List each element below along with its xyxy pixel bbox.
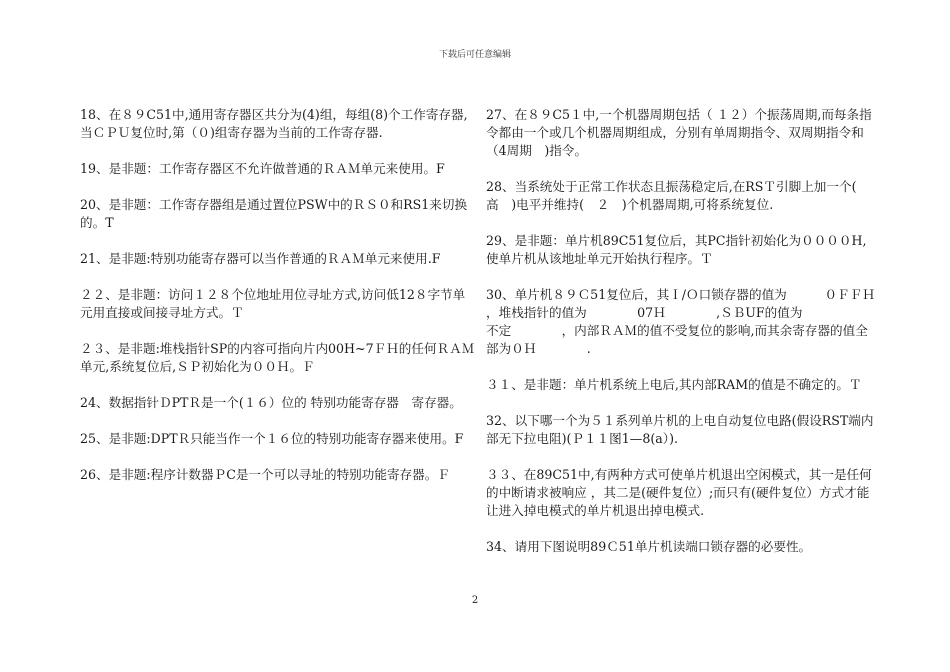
question-30: 30、单片机８９Ｃ51复位后，其Ｉ/Ｏ口锁存器的值为 ０ＦＦＨ ，堆栈指针的值为 07Ｈ ,ＳＢUF的值为 不定 ，内部ＲＡＭ的值不受复位的影响,而其余寄存器的值全部为０Ｈ . (486, 287, 913, 356)
question-28: 28、当系统处于正常工作状态且振荡稳定后,在RSＴ引脚上加一个( 高 )电平并维持( ２ )个机器周期,可将系统复位. (486, 179, 861, 212)
left-column (80, 106, 475, 484)
question-23: ２３、是非题:堆栈指针SP的内容可指向片内00H~7ＦＨ的任何ＲＡＭ单元,系统复位后,ＳＰ初始化为００Ｈ。Ｆ (80, 341, 475, 374)
question-27: 27、在８９C5１中,一个机器周期包括（ １２）个振荡周期,而每条指令都由一个或几个机器周期组成，分别有单周期指令、双周期指令和（4周期 )指令。 (486, 107, 872, 158)
question-25: 25、是非题:DPTＲ只能当作一个１６位的特别功能寄存器来使用。F (80, 431, 464, 446)
page-header: 下载后可任意编辑 (438, 50, 511, 60)
question-29: 29、是非题：单片机89C51复位后，其PC指针初始化为００００H,使单片机从该地址单元开始执行程序。Ｔ (486, 233, 867, 266)
question-33: ３３、在89C51中,有两种方式可使单片机退出空闲模式，其一是任何的中断请求被响应 ，其二是(硬件复位）;而只有(硬件复位）方式才能让进入掉电模式的单片机退出掉电模式. (486, 467, 872, 518)
question-32: 32、以下哪一个为５１系列单片机的上电自动复位电路(假设RST端内部无下拉电阻)(Ｐ１１图1—8(a）). (486, 413, 874, 446)
question-34: 34、请用下图说明89Ｃ51单片机读端口锁存器的必要性。 (486, 539, 812, 554)
right-column (486, 106, 913, 556)
question-22: ２２、是非题：访问１２８个位地址用位寻址方式,访问低12８字节单元用直接或间接寻址方式。Ｔ (80, 287, 466, 320)
question-21: 21、是非题:特别功能寄存器可以当作普通的ＲＡＭ单元来使用.F (80, 251, 441, 266)
question-18: 18、在８９C51中,通用寄存器区共分为(4)组，每组(8)个工作寄存器,当ＣＰＵ复位时,第（０)组寄存器为当前的工作寄存器. (80, 107, 468, 140)
page-number: 2 (471, 595, 479, 606)
question-19: 19、是非题：工作寄存器区不允许做普通的ＲＡＭ单元来使用。F (80, 161, 445, 176)
question-20: 20、是非题：工作寄存器组是通过置位PSW中的ＲＳ０和RS1来切换的。T (80, 197, 468, 230)
question-24: 24、数据指针ＤPTＲ是一个(１６）位的 特别功能寄存器 寄存器。 (80, 395, 462, 410)
question-31: ３１、是非题：单片机系统上电后,其内部RAM的值是不确定的。Ｔ (486, 377, 862, 392)
question-26: 26、是非题:程序计数器ＰC是一个可以寻址的特别功能寄存器。Ｆ (80, 467, 450, 482)
